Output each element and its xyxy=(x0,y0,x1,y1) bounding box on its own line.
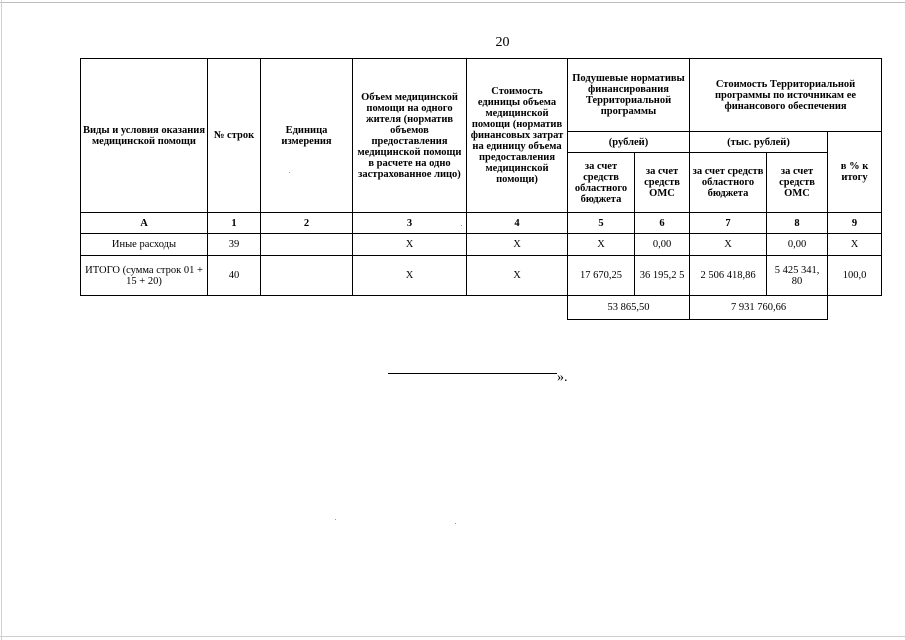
row-number: 39 xyxy=(208,234,261,256)
row-pr-oms: 0,00 xyxy=(767,234,828,256)
header-thous-rub: (тыс. рублей) xyxy=(690,132,828,153)
row-percent: Х xyxy=(828,234,882,256)
header-unit: Единица измерения xyxy=(261,59,353,213)
scan-speck xyxy=(455,523,456,524)
column-number: 5 xyxy=(568,213,635,234)
row-pr-budget: 2 506 418,86 xyxy=(690,256,767,296)
row-number: 40 xyxy=(208,256,261,296)
header-per-capita: Подушевые нормативы финансирования Территориальной программы xyxy=(568,59,690,132)
row-pc-budget: Х xyxy=(568,234,635,256)
page-left-edge xyxy=(1,0,2,640)
header-pc-budget: за счет средств областного бюджета xyxy=(568,153,635,213)
scan-speck xyxy=(461,225,462,226)
page-number: 20 xyxy=(495,35,510,50)
program-total: 7 931 760,66 xyxy=(690,296,828,320)
column-number: 1 xyxy=(208,213,261,234)
closing-quote: ». xyxy=(557,370,568,385)
header-types: Виды и условия оказания медицинской помощи xyxy=(81,59,208,213)
row-pc-oms: 0,00 xyxy=(635,234,690,256)
row-unit xyxy=(261,256,353,296)
table-row xyxy=(81,234,882,256)
scan-speck xyxy=(289,172,290,173)
page-top-edge xyxy=(0,2,905,3)
column-number: А xyxy=(81,213,208,234)
header-pc-oms: за счет средств ОМС xyxy=(635,153,690,213)
column-number: 7 xyxy=(690,213,767,234)
row-pc-oms: 36 195,2 5 xyxy=(635,256,690,296)
row-cost: Х xyxy=(467,234,568,256)
column-number: 9 xyxy=(828,213,882,234)
totals-spacer xyxy=(81,296,568,320)
header-percent: в % к итогу xyxy=(828,132,882,213)
signature-line xyxy=(388,373,557,374)
table-row xyxy=(81,256,882,296)
row-name: Иные расходы xyxy=(81,234,208,256)
financing-table xyxy=(80,58,882,320)
row-percent: 100,0 xyxy=(828,256,882,296)
header-row-no: № строк xyxy=(208,59,261,213)
header-cost: Стоимость единицы объема медицинской помощи (норматив финансовых затрат на единицу объема предоставления медицинской помощи) xyxy=(467,59,568,213)
header-pr-oms: за счет средств ОМС xyxy=(767,153,828,213)
header-program-cost: Стоимость Территориальной программы по источникам ее финансового обеспечения xyxy=(690,59,882,132)
totals-spacer xyxy=(828,296,882,320)
column-number: 8 xyxy=(767,213,828,234)
row-cost: Х xyxy=(467,256,568,296)
column-number: 4 xyxy=(467,213,568,234)
header-volume: Объем медицинской помощи на одного жителя (норматив объемов предоставления медицинской помощи в расчете на одно застрахованное лицо) xyxy=(353,59,467,213)
row-pr-oms: 5 425 341, 80 xyxy=(767,256,828,296)
row-volume: Х xyxy=(353,256,467,296)
row-unit xyxy=(261,234,353,256)
row-pr-budget: Х xyxy=(690,234,767,256)
column-number: 6 xyxy=(635,213,690,234)
header-rub: (рублей) xyxy=(568,132,690,153)
column-number: 2 xyxy=(261,213,353,234)
totals-row xyxy=(81,296,882,320)
page-bottom-edge xyxy=(0,636,905,637)
column-number: 3 xyxy=(353,213,467,234)
per-capita-total: 53 865,50 xyxy=(568,296,690,320)
scan-speck xyxy=(335,519,336,520)
row-pc-budget: 17 670,25 xyxy=(568,256,635,296)
row-volume: Х xyxy=(353,234,467,256)
row-name: ИТОГО (сумма строк 01 + 15 + 20) xyxy=(81,256,208,296)
header-pr-budget: за счет средств областного бюджета xyxy=(690,153,767,213)
